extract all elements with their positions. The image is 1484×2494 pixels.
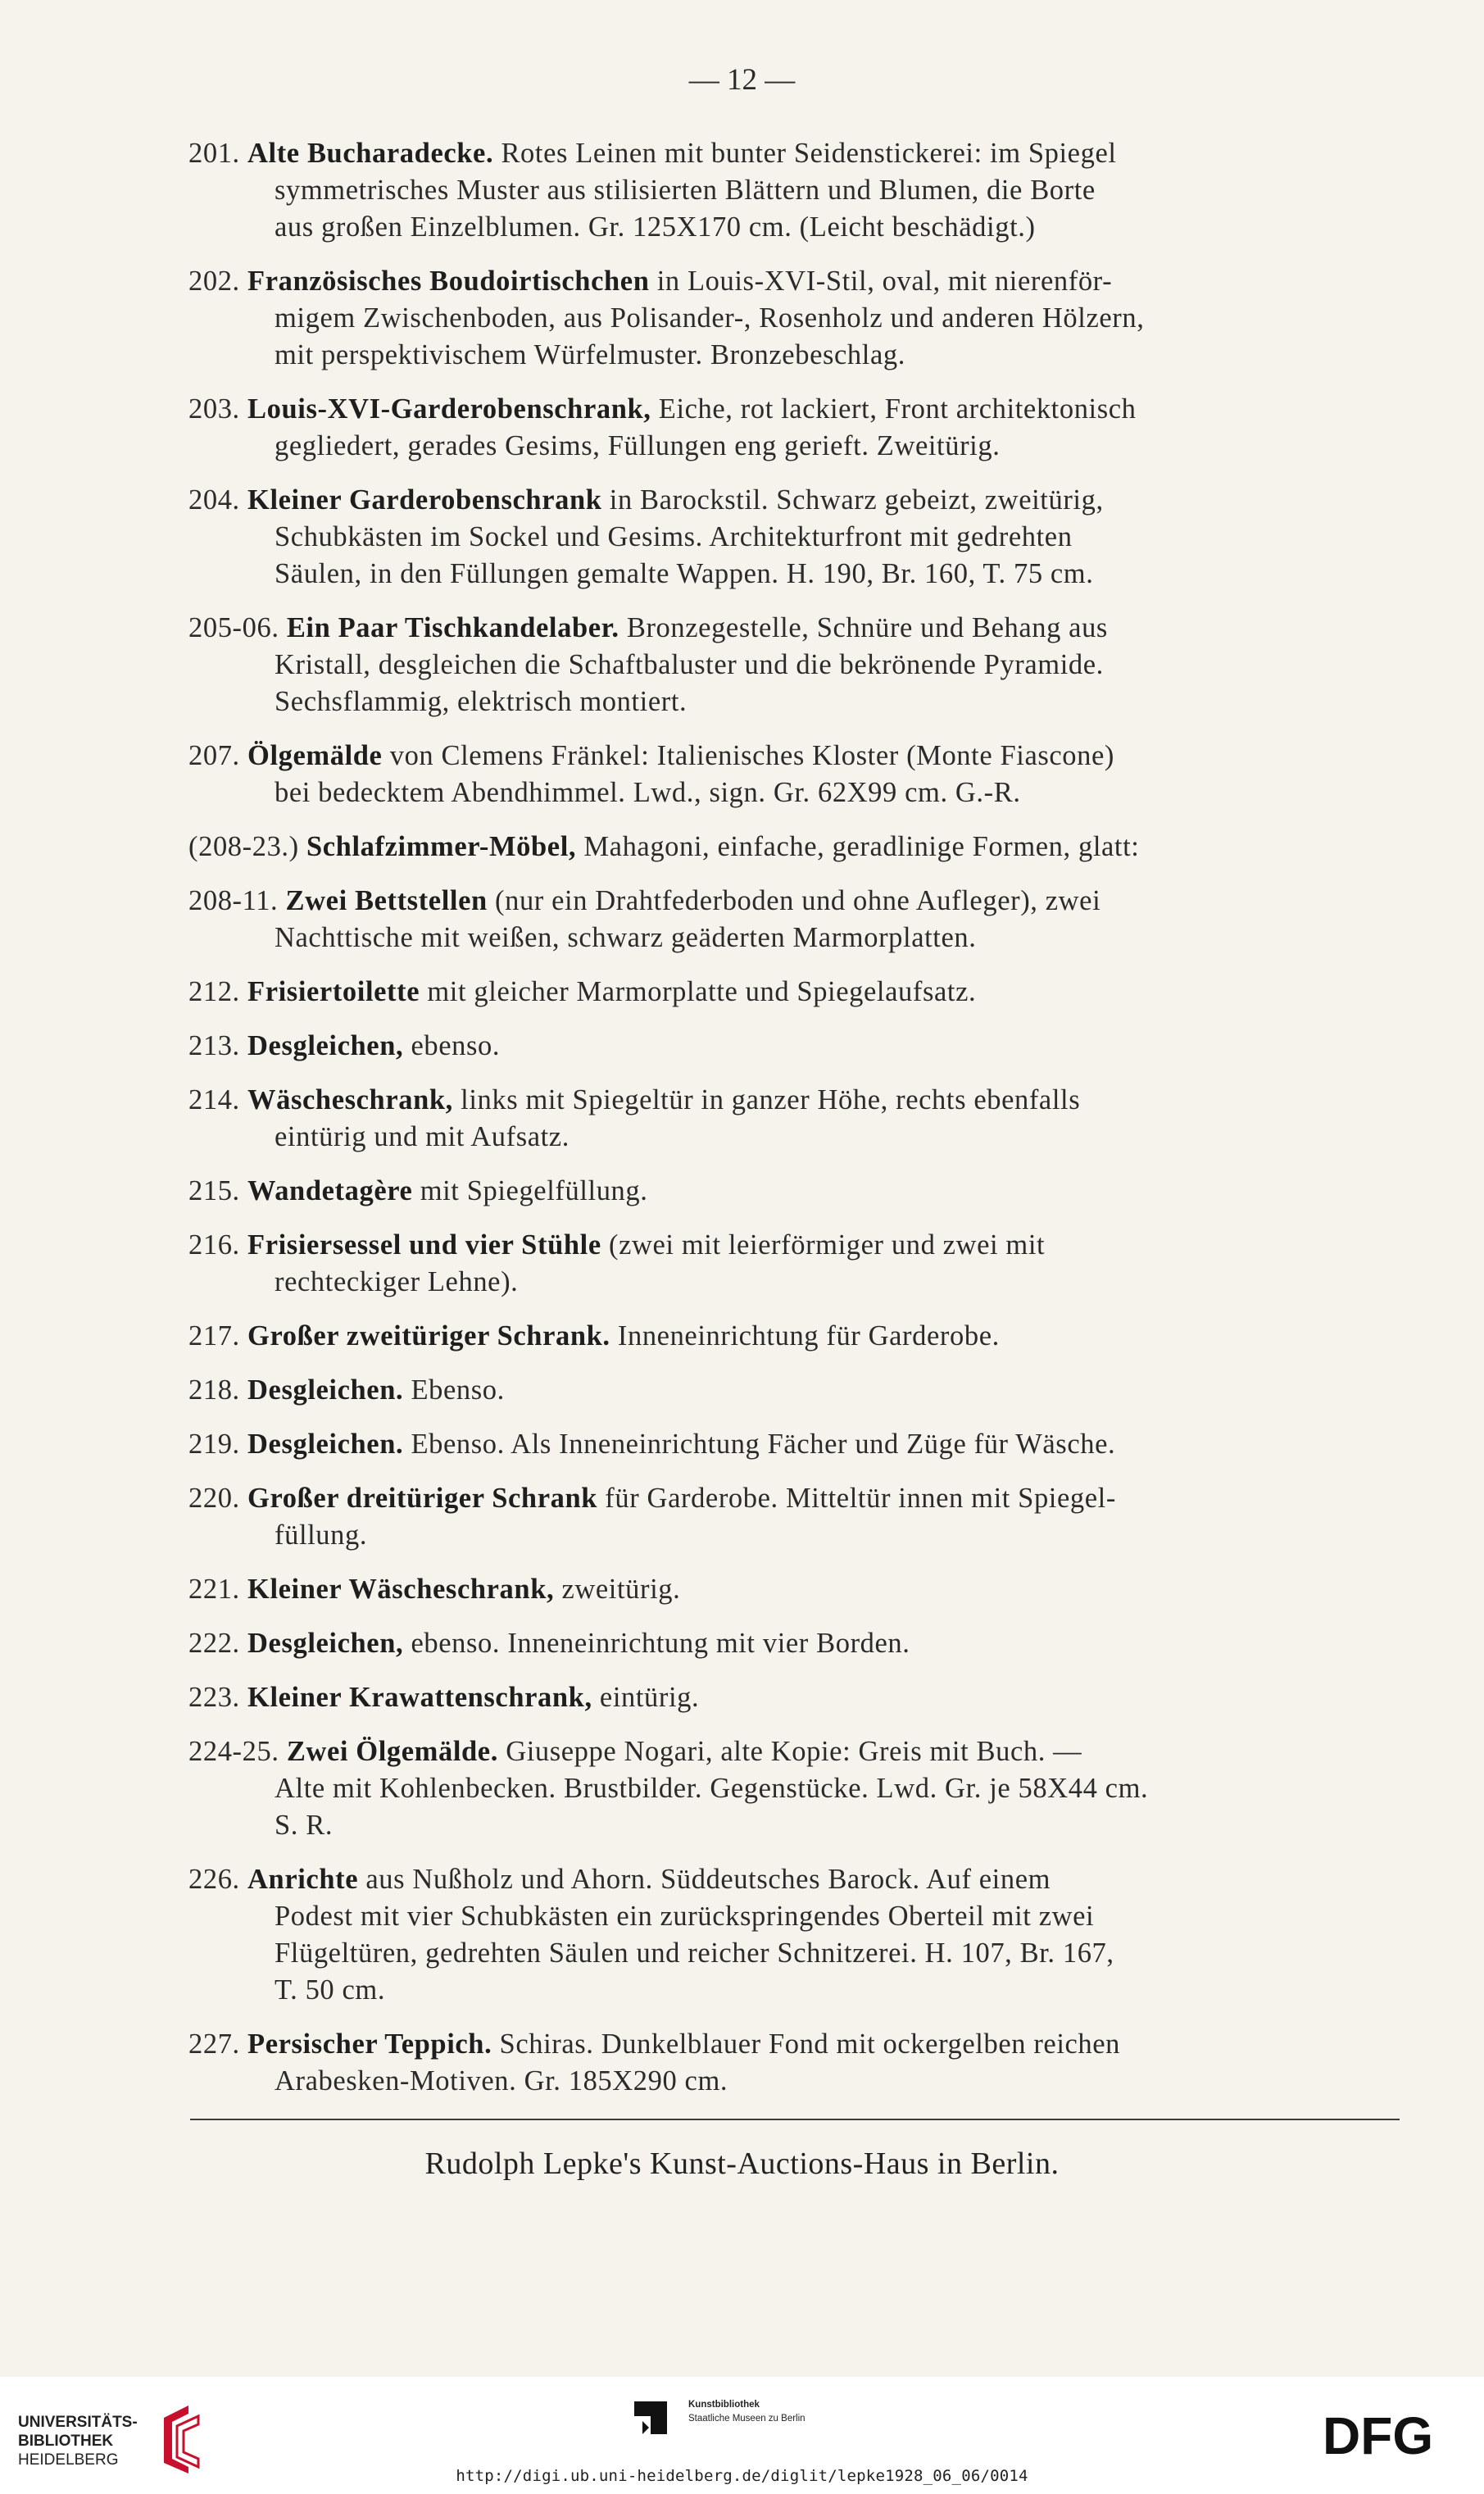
catalog-entry — [188, 1733, 1401, 1844]
entry-first-line — [188, 883, 1401, 920]
entry-first-line — [188, 1480, 1401, 1517]
entry-first-line — [188, 135, 1401, 172]
entry-title: Kleiner Krawattenschrank, — [247, 1682, 592, 1713]
entry-title: Desgleichen, — [247, 1030, 404, 1061]
page-number: — 12 — — [688, 63, 796, 97]
entry-number: 202. — [188, 266, 240, 297]
entry-first-line — [188, 974, 1401, 1011]
catalog-entry — [188, 1679, 1401, 1716]
entry-number: 217. — [188, 1320, 240, 1351]
entry-text-line: Alte mit Kohlenbecken. Brustbilder. Gegenstücke. Lwd. Gr. je 58X44 cm. — [275, 1773, 1149, 1804]
entry-title: Wäscheschrank, — [247, 1084, 453, 1115]
entry-title: Ein Paar Tischkandelaber. — [286, 612, 619, 643]
dfg-logo-text: DFG — [1323, 2411, 1434, 2460]
entry-text-line: mit Spiegelfüllung. — [420, 1175, 648, 1206]
entry-first-line — [188, 1082, 1401, 1119]
entry-text-line: Mahagoni, einfache, geradlinige Formen, glatt: — [583, 831, 1140, 862]
entry-number: 213. — [188, 1030, 240, 1061]
entry-number: 216. — [188, 1229, 240, 1261]
source-url[interactable]: http://digi.ub.uni-heidelberg.de/diglit/lepke1928_06_06/0014 — [456, 2467, 1028, 2485]
entry-text-line: zweitürig. — [561, 1574, 681, 1605]
entry-first-line — [188, 391, 1401, 428]
entry-text-line: Arabesken-Motiven. Gr. 185X290 cm. — [275, 2065, 728, 2097]
entry-title: Zwei Ölgemälde. — [286, 1736, 498, 1767]
catalog-entry — [188, 1372, 1401, 1409]
entry-text-line: füllung. — [275, 1520, 368, 1551]
entry-text-line: von Clemens Fränkel: Italienisches Kloster (Monte Fiascone) — [389, 740, 1115, 771]
entry-text-line: ebenso. — [411, 1030, 501, 1061]
entry-text-line: Bronzegestelle, Schnüre und Behang aus — [626, 612, 1108, 643]
catalog-entry — [188, 135, 1401, 246]
entry-title: Anrichte — [247, 1864, 359, 1895]
entry-number: 223. — [188, 1682, 240, 1713]
catalog-entry — [188, 1426, 1401, 1463]
entry-number: 226. — [188, 1864, 240, 1895]
entry-text-line: Säulen, in den Füllungen gemalte Wappen. H. 190, Br. 160, T. 75 cm. — [275, 558, 1094, 589]
entry-number: 205-06. — [188, 612, 279, 643]
heidelberg-logo-icon — [156, 2401, 205, 2475]
entry-number: 222. — [188, 1628, 240, 1659]
catalog-entry — [188, 1028, 1401, 1065]
entry-text-line: S. R. — [275, 1810, 334, 1841]
catalog-entry — [188, 2026, 1401, 2100]
catalog-entry — [188, 610, 1401, 720]
entry-first-line — [188, 1318, 1401, 1355]
entry-title: Louis-XVI-Garderobenschrank, — [247, 393, 651, 425]
entry-text-line: in Louis-XVI-Stil, oval, mit nierenför- — [656, 266, 1113, 297]
entry-title: Kleiner Wäscheschrank, — [247, 1574, 555, 1605]
catalog-entry — [188, 1861, 1401, 2009]
entry-number: 218. — [188, 1374, 240, 1406]
entry-first-line — [188, 1861, 1401, 1898]
entry-number: 227. — [188, 2028, 240, 2060]
entry-text-line: rechteckiger Lehne). — [275, 1266, 519, 1297]
university-line-2: BIBLIOTHEK — [18, 2433, 114, 2450]
entry-text-line: aus Nußholz und Ahorn. Süddeutsches Barock. Auf einem — [365, 1864, 1051, 1895]
entry-first-line — [188, 1571, 1401, 1608]
entry-number: 207. — [188, 740, 240, 771]
entry-title: Alte Bucharadecke. — [247, 138, 494, 169]
entry-text-line: Ebenso. Als Inneneinrichtung Fächer und Züge für Wäsche. — [411, 1429, 1116, 1460]
entry-text-line: T. 50 cm. — [275, 1974, 386, 2006]
entry-title: Großer zweitüriger Schrank. — [247, 1320, 610, 1351]
entry-number: (208-23.) — [188, 831, 299, 862]
catalog-entry — [188, 1625, 1401, 1662]
kunstbibliothek-text — [688, 2398, 806, 2426]
catalog-entry — [188, 829, 1401, 865]
entry-first-line — [188, 1679, 1401, 1716]
catalog-entry — [188, 738, 1401, 811]
entry-first-line — [188, 1372, 1401, 1409]
entry-number: 208-11. — [188, 885, 279, 916]
entry-number: 214. — [188, 1084, 240, 1115]
entry-first-line — [188, 1733, 1401, 1770]
entry-title: Zwei Bettstellen — [285, 885, 488, 916]
entry-number: 224-25. — [188, 1736, 279, 1767]
catalog-entry — [188, 1082, 1401, 1156]
catalog-entry — [188, 1480, 1401, 1554]
entry-first-line — [188, 829, 1401, 865]
separator-rule — [190, 2119, 1400, 2120]
entry-first-line — [188, 610, 1401, 647]
entry-first-line — [188, 738, 1401, 775]
entry-text-line: Giuseppe Nogari, alte Kopie: Greis mit Buch. — — [506, 1736, 1082, 1767]
entry-text-line: (nur ein Drahtfederboden und ohne Aufleger), zwei — [495, 885, 1101, 916]
entry-text-line: links mit Spiegeltür in ganzer Höhe, rechts ebenfalls — [461, 1084, 1081, 1115]
digitization-footer — [0, 2377, 1484, 2494]
catalog-entry — [188, 1571, 1401, 1608]
catalog-entry — [188, 1318, 1401, 1355]
entry-number: 203. — [188, 393, 240, 425]
entry-title: Ölgemälde — [247, 740, 383, 771]
catalog-entries — [188, 135, 1401, 2100]
entry-text-line: mit perspektivischem Würfelmuster. Bronzebeschlag. — [275, 339, 905, 370]
entry-text-line: eintürig und mit Aufsatz. — [275, 1121, 570, 1152]
catalog-entry — [188, 391, 1401, 465]
entry-title: Desgleichen. — [247, 1374, 404, 1406]
catalog-entry — [188, 883, 1401, 956]
entry-title: Französisches Boudoirtischchen — [247, 266, 650, 297]
entry-title: Desgleichen, — [247, 1628, 404, 1659]
entry-text-line: aus großen Einzelblumen. Gr. 125X170 cm. (Leicht beschädigt.) — [275, 211, 1036, 243]
entry-text-line: Flügeltüren, gedrehten Säulen und reicher Schnitzerei. H. 107, Br. 167, — [275, 1938, 1114, 1969]
entry-text-line: migem Zwischenboden, aus Polisander-, Rosenholz und anderen Hölzern, — [275, 302, 1145, 334]
university-line-1: UNIVERSITÄTS- — [18, 2414, 138, 2431]
entry-title: Kleiner Garderobenschrank — [247, 484, 602, 516]
entry-first-line — [188, 1426, 1401, 1463]
entry-text-line: Inneneinrichtung für Garderobe. — [617, 1320, 1000, 1351]
entry-title: Frisiertoilette — [247, 976, 420, 1007]
entry-first-line — [188, 1625, 1401, 1662]
entry-title: Schlafzimmer-Möbel, — [306, 831, 577, 862]
kunstbibliothek-block — [631, 2398, 893, 2447]
catalog-entry — [188, 1227, 1401, 1301]
entry-first-line — [188, 482, 1401, 519]
entry-first-line — [188, 1227, 1401, 1264]
entry-text-line: Schiras. Dunkelblauer Fond mit ockergelben reichen — [499, 2028, 1121, 2060]
entry-text-line: Nachttische mit weißen, schwarz geäderten Marmorplatten. — [275, 922, 977, 953]
kunstbibliothek-subtitle: Staatliche Museen zu Berlin — [688, 2414, 806, 2424]
entry-number: 221. — [188, 1574, 240, 1605]
entry-text-line: Eiche, rot lackiert, Front architektonisch — [658, 393, 1137, 425]
entry-text-line: gegliedert, gerades Gesims, Füllungen eng gerieft. Zweitürig. — [275, 430, 1001, 461]
university-line-3: HEIDELBERG — [18, 2451, 119, 2469]
entry-text-line: für Garderobe. Mitteltür innen mit Spiegel- — [605, 1483, 1116, 1514]
entry-text-line: eintürig. — [599, 1682, 700, 1713]
entry-number: 215. — [188, 1175, 240, 1206]
entry-title: Wandetagère — [247, 1175, 413, 1206]
entry-text-line: Ebenso. — [411, 1374, 505, 1406]
kunstbibliothek-title: Kunstbibliothek — [688, 2400, 760, 2410]
kunstbibliothek-logo-icon — [631, 2398, 672, 2439]
entry-text-line: in Barockstil. Schwarz gebeizt, zweitürig, — [609, 484, 1104, 516]
catalog-entry — [188, 263, 1401, 374]
entry-title: Persischer Teppich. — [247, 2028, 492, 2060]
entry-text-line: symmetrisches Muster aus stilisierten Blättern und Blumen, die Borte — [275, 175, 1096, 206]
entry-text-line: mit gleicher Marmorplatte und Spiegelaufsatz. — [427, 976, 977, 1007]
university-library-text — [18, 2413, 138, 2469]
entry-title: Frisiersessel und vier Stühle — [247, 1229, 601, 1261]
entry-number: 204. — [188, 484, 240, 516]
entry-text-line: Schubkästen im Sockel und Gesims. Architekturfront mit gedrehten — [275, 521, 1073, 552]
entry-number: 219. — [188, 1429, 240, 1460]
entry-number: 220. — [188, 1483, 240, 1514]
catalog-entry — [188, 974, 1401, 1011]
entry-text-line: Sechsflammig, elektrisch montiert. — [275, 686, 688, 717]
entry-first-line — [188, 263, 1401, 300]
catalog-entry — [188, 1173, 1401, 1210]
publisher-footer-line: Rudolph Lepke's Kunst-Auctions-Haus in Berlin. — [424, 2146, 1060, 2181]
entry-title: Großer dreitüriger Schrank — [247, 1483, 598, 1514]
dfg-logo-icon — [1323, 2411, 1462, 2460]
entry-text-line: Rotes Leinen mit bunter Seidenstickerei: im Spiegel — [501, 138, 1117, 169]
entry-text-line: Kristall, desgleichen die Schaftbaluster und die bekrönende Pyramide. — [275, 649, 1104, 680]
entry-number: 212. — [188, 976, 240, 1007]
entry-first-line — [188, 1028, 1401, 1065]
entry-first-line — [188, 2026, 1401, 2063]
entry-text-line: (zwei mit leierförmiger und zwei mit — [608, 1229, 1046, 1261]
entry-title: Desgleichen. — [247, 1429, 404, 1460]
entry-text-line: Podest mit vier Schubkästen ein zurückspringendes Oberteil mit zwei — [275, 1901, 1095, 1932]
entry-text-line: bei bedecktem Abendhimmel. Lwd., sign. Gr. 62X99 cm. G.-R. — [275, 777, 1021, 808]
catalog-entry — [188, 482, 1401, 593]
entry-first-line — [188, 1173, 1401, 1210]
entry-text-line: ebenso. Inneneinrichtung mit vier Borden. — [411, 1628, 910, 1659]
entry-number: 201. — [188, 138, 240, 169]
